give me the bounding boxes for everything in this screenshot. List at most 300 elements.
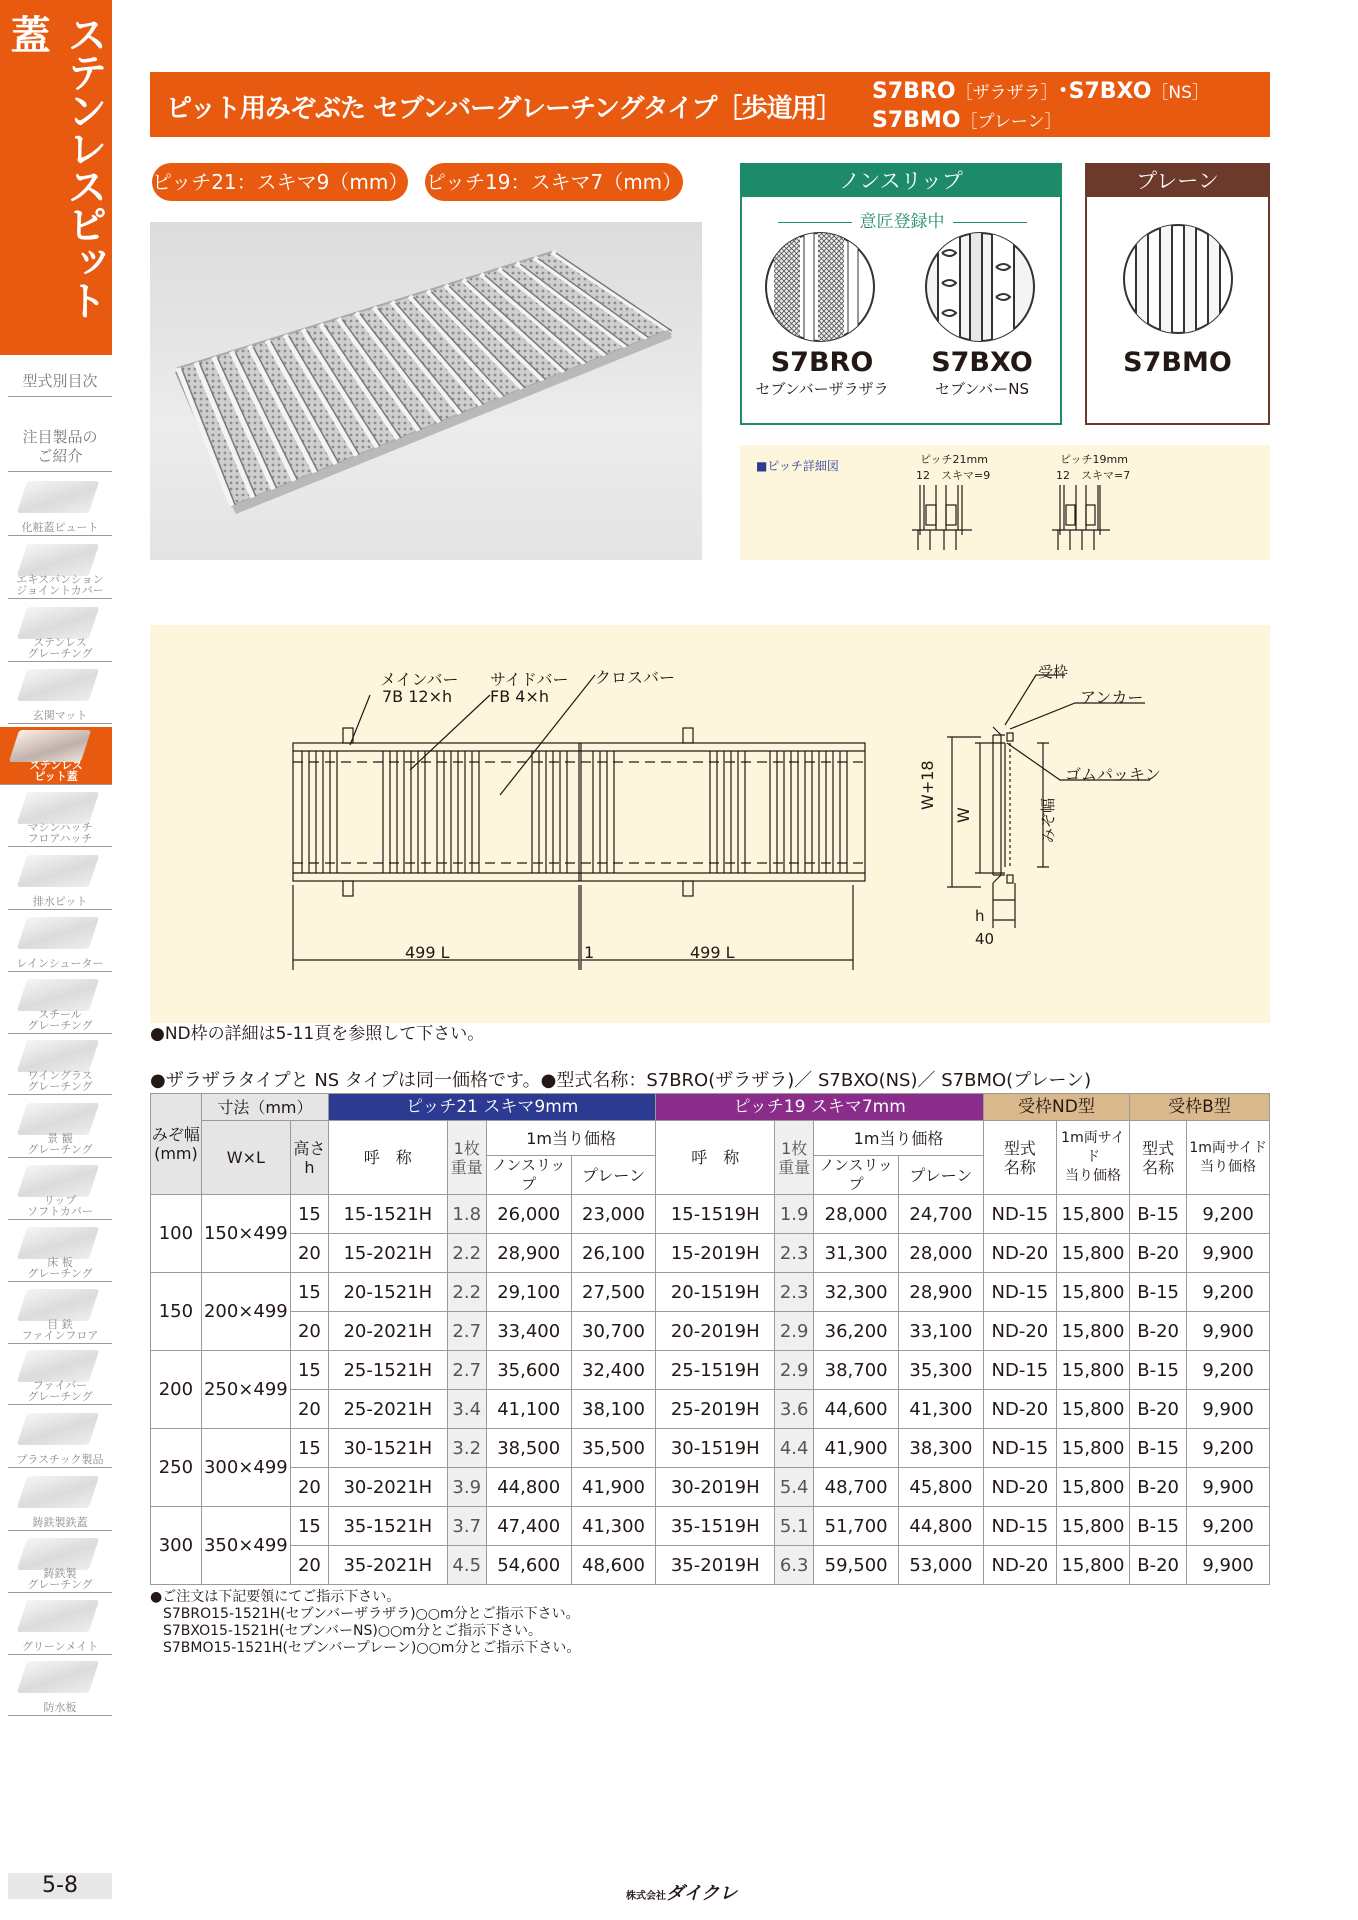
th-plain-21: プレーン [571,1156,656,1195]
th-pitch19: ピッチ19 スキマ7mm [656,1094,983,1121]
cell-n21: 25-2021H [328,1390,447,1429]
cell-ndp: 15,800 [1056,1351,1129,1390]
cell-pl19: 38,300 [899,1429,984,1468]
cell-nd: ND-15 [983,1351,1056,1390]
sidebar-item-thumbnail [17,1476,99,1508]
sidebar-item-label: スチール グレーチング [27,1008,93,1032]
cell-ns21: 29,100 [486,1273,571,1312]
cell-b: B-15 [1130,1429,1187,1468]
cell-n21: 30-1521H [328,1429,447,1468]
footnote-line: S7BMO15-1521H(セブンバープレーン)○○m分とご指示下さい。 [163,1640,581,1656]
cell-w19: 2.3 [775,1273,814,1312]
cell-ns19: 44,600 [814,1390,899,1429]
cell-n19: 20-1519H [656,1273,775,1312]
sidebar-item-label: プラスチック製品 [16,1453,104,1466]
cell-ndp: 15,800 [1056,1546,1129,1585]
pitch21-detail-dims: 12 スキマ=9 [916,469,991,482]
plain-panel [1085,163,1270,425]
swatch-ns-icon [924,231,1036,343]
cell-h: 20 [290,1468,328,1507]
model-s7bmo-note: ［プレーン］ [960,112,1062,132]
design-registration [767,207,1037,232]
sidebar-item-thumbnail [17,1103,99,1135]
sidebar-item[interactable] [8,604,112,662]
model-s7bro: S7BRO [872,79,956,104]
model-separator: ･ [1057,79,1069,104]
cell-h: 20 [290,1390,328,1429]
cell-ndp: 15,800 [1056,1273,1129,1312]
cell-ns21: 47,400 [486,1507,571,1546]
sidebar-item[interactable] [8,541,112,599]
cell-groove-width: 300 [151,1507,202,1585]
cell-ndp: 15,800 [1056,1429,1129,1468]
cell-bp: 9,900 [1187,1234,1270,1273]
cell-w21: 2.2 [447,1234,486,1273]
dim-40: 40 [975,930,995,948]
sidebar-item[interactable] [8,976,112,1034]
model-s7bxo-note: ［NS］ [1151,83,1209,103]
nonslip-header: ノンスリップ [742,165,1060,197]
label-side-bar-spec: FB 4×h [490,687,549,706]
cell-pl21: 35,500 [571,1429,656,1468]
th-wl: W×L [201,1121,290,1195]
dim-h: h [975,907,985,925]
cell-bp: 9,200 [1187,1507,1270,1546]
dim-l1: 499 L [405,943,450,962]
sidebar-item[interactable] [8,1597,112,1655]
cell-ns21: 54,600 [486,1546,571,1585]
cell-h: 20 [290,1234,328,1273]
th-nd-price: 1m両サイド 当り価格 [1056,1121,1129,1195]
cell-w19: 5.1 [775,1507,814,1546]
cell-h: 20 [290,1546,328,1585]
cell-n21: 25-1521H [328,1351,447,1390]
label-gasket: ゴムパッキン [1065,765,1161,784]
cell-pl21: 38,100 [571,1390,656,1429]
sidebar-item-thumbnail [17,1289,99,1321]
cell-nd: ND-20 [983,1468,1056,1507]
cell-ns19: 48,700 [814,1468,899,1507]
cell-pl19: 45,800 [899,1468,984,1507]
cell-b: B-20 [1130,1546,1187,1585]
swatch-plain-icon [1122,223,1234,335]
sidebar-item[interactable] [8,478,112,536]
cell-ns21: 26,000 [486,1195,571,1234]
cell-nd: ND-20 [983,1234,1056,1273]
order-footnote [150,1589,580,1657]
price-note: ●ザラザラタイプと NS タイプは同一価格です。●型式名称：S7BRO(ザラザラ)／ S7BXO(NS)／ S7BMO(プレーン) [150,1070,1092,1091]
sidebar-item-label: 床 板 グレーチング [27,1256,93,1280]
cell-ns19: 36,200 [814,1312,899,1351]
pitch19-pill: ピッチ19：スキマ7（mm） [425,163,683,201]
cell-wl: 250×499 [201,1351,290,1429]
brand-logo [626,1879,737,1905]
cell-ns19: 38,700 [814,1351,899,1390]
cell-wl: 150×499 [201,1195,290,1273]
cell-pl19: 41,300 [899,1390,984,1429]
pitch-detail-panel [740,445,1270,560]
dim-w-plus-18: W+18 [918,760,937,810]
cell-groove-width: 150 [151,1273,202,1351]
cell-ns21: 41,100 [486,1390,571,1429]
dim-l2: 499 L [690,943,735,962]
cell-pl19: 44,800 [899,1507,984,1546]
cell-ndp: 15,800 [1056,1468,1129,1507]
cell-bp: 9,200 [1187,1273,1270,1312]
th-plain-19: プレーン [899,1156,984,1195]
cell-h: 15 [290,1429,328,1468]
cell-w21: 3.7 [447,1507,486,1546]
sidebar-item-thumbnail [17,979,99,1011]
cell-nd: ND-20 [983,1312,1056,1351]
cell-w19: 1.9 [775,1195,814,1234]
cell-nd: ND-20 [983,1390,1056,1429]
cell-bp: 9,900 [1187,1312,1270,1351]
sidebar-item-thumbnail [17,1165,99,1197]
cell-h: 15 [290,1351,328,1390]
design-registration-text: 意匠登録中 [859,212,945,232]
header-models [872,78,1209,136]
cell-n19: 25-1519H [656,1351,775,1390]
footnote-line: S7BXO15-1521H(セブンバーNS)○○m分とご指示下さい。 [163,1623,542,1639]
table-row [151,1468,1270,1507]
cell-n19: 35-2019H [656,1546,775,1585]
cell-w19: 4.4 [775,1429,814,1468]
cell-pl19: 28,900 [899,1273,984,1312]
cell-pl19: 24,700 [899,1195,984,1234]
table-row [151,1429,1270,1468]
th-name-19: 呼 称 [656,1121,775,1195]
cell-w21: 3.9 [447,1468,486,1507]
sidebar-item-label: レインシューター [16,957,104,970]
sidebar-item-label: 防水板 [43,1701,77,1714]
cell-n19: 20-2019H [656,1312,775,1351]
th-height: 高さ h [290,1121,328,1195]
sidebar-item[interactable] [8,666,112,724]
cell-wl: 350×499 [201,1507,290,1585]
cell-groove-width: 100 [151,1195,202,1273]
th-price-19: 1m当り価格 [814,1121,984,1156]
cell-w19: 5.4 [775,1468,814,1507]
cell-bp: 9,200 [1187,1429,1270,1468]
cell-n19: 15-2019H [656,1234,775,1273]
pitch19-detail-title: ピッチ19mm [1060,453,1128,466]
cell-bp: 9,900 [1187,1390,1270,1429]
cell-pl19: 53,000 [899,1546,984,1585]
label-side-bar: サイドバー [490,670,569,689]
table-row [151,1273,1270,1312]
th-frame-b: 受枠B型 [1130,1094,1270,1121]
cell-b: B-15 [1130,1195,1187,1234]
sidebar-item-label: ファイバー グレーチング [27,1379,93,1403]
sidebar [0,0,112,1920]
cell-b: B-15 [1130,1351,1187,1390]
cell-h: 20 [290,1312,328,1351]
cell-b: B-15 [1130,1507,1187,1546]
cell-bp: 9,900 [1187,1546,1270,1585]
cell-ndp: 15,800 [1056,1507,1129,1546]
sidebar-item-thumbnail [17,792,99,824]
sidebar-item[interactable] [8,852,112,910]
cell-ns19: 59,500 [814,1546,899,1585]
pitch21-detail-title: ピッチ21mm [920,453,988,466]
cell-ns19: 32,300 [814,1273,899,1312]
cell-n21: 35-1521H [328,1507,447,1546]
th-price-21: 1m当り価格 [486,1121,656,1156]
sidebar-item-thumbnail [17,1413,99,1445]
cell-ns21: 44,800 [486,1468,571,1507]
sidebar-item-thumbnail [17,544,99,576]
sidebar-item-thumbnail [17,917,99,949]
th-name-21: 呼 称 [328,1121,447,1195]
th-weight-21: 1枚 重量 [447,1121,486,1195]
sidebar-title: ステンレスピット蓋 [0,0,112,355]
pitch-detail-drawing [740,445,1270,560]
table-row [151,1234,1270,1273]
sidebar-item-label: 排水ピット [32,895,88,908]
cell-h: 15 [290,1195,328,1234]
table-row [151,1546,1270,1585]
swatch-sub-s7bro: セブンバーザラザラ [755,380,889,398]
cell-nd: ND-15 [983,1429,1056,1468]
th-nonslip-19: ノンスリップ [814,1156,899,1195]
cell-h: 15 [290,1273,328,1312]
sidebar-item-label: マシンハッチ フロアハッチ [27,821,93,845]
cell-groove-width: 250 [151,1429,202,1507]
swatch-sub-s7bxo: セブンバーNS [934,380,1030,398]
sidebar-item[interactable] [8,1347,112,1405]
cell-n21: 15-1521H [328,1195,447,1234]
cell-w21: 2.7 [447,1351,486,1390]
cell-bp: 9,200 [1187,1351,1270,1390]
grating-illustration [150,222,702,560]
cell-ndp: 15,800 [1056,1312,1129,1351]
nd-frame-note: ●ND枠の詳細は5-11頁を参照して下さい。 [150,1024,485,1044]
sidebar-item[interactable] [8,1535,112,1593]
footnote-line: ●ご注文は下記要領にてご指示下さい。 [150,1589,401,1605]
swatch-zarazara-icon [764,231,876,343]
cell-pl19: 35,300 [899,1351,984,1390]
cell-w19: 2.9 [775,1351,814,1390]
cell-w21: 2.7 [447,1312,486,1351]
brand-name: ダイクレ [666,1883,738,1904]
sidebar-item-label: グリーンメイト [21,1640,99,1653]
cell-ns21: 33,400 [486,1312,571,1351]
cell-w19: 2.3 [775,1234,814,1273]
page-title: ピット用みぞぶた セブンバーグレーチングタイプ［歩道用］ [166,94,842,124]
table-row [151,1312,1270,1351]
cell-b: B-15 [1130,1273,1187,1312]
dim-w: W [954,807,973,823]
sidebar-item-thumbnail [17,607,99,639]
pitch-detail-label: ■ピッチ詳細図 [756,459,839,473]
cell-ns19: 51,700 [814,1507,899,1546]
sidebar-item[interactable] [8,1286,112,1344]
sidebar-item[interactable] [8,1410,112,1468]
cell-pl19: 28,000 [899,1234,984,1273]
cell-nd: ND-20 [983,1546,1056,1585]
th-b-price: 1m両サイド 当り価格 [1187,1121,1270,1195]
cell-pl21: 23,000 [571,1195,656,1234]
cell-nd: ND-15 [983,1195,1056,1234]
cell-pl21: 32,400 [571,1351,656,1390]
label-anchor: アンカー [1080,688,1144,707]
swatch-code-s7bxo: S7BXO [931,347,1033,378]
sidebar-item-label: 玄関マット [32,709,88,722]
model-s7bro-note: ［ザラザラ］ [955,83,1058,103]
cell-ndp: 15,800 [1056,1234,1129,1273]
th-dims: 寸法（mm） [201,1094,328,1121]
sidebar-item-label: エキスパンション ジョイントカバー [16,573,104,597]
price-table [150,1093,1270,1585]
brand-prefix: 株式会社 [626,1891,666,1902]
cell-n21: 30-2021H [328,1468,447,1507]
sidebar-link-model-index[interactable]: 型式別目次 [8,372,112,397]
label-cross-bar: クロスバー [595,668,676,687]
sidebar-item[interactable] [8,789,112,847]
table-row [151,1195,1270,1234]
th-nd-model: 型式 名称 [983,1121,1056,1195]
cell-nd: ND-15 [983,1273,1056,1312]
pitch21-pill: ピッチ21：スキマ9（mm） [152,163,408,201]
cell-ns19: 28,000 [814,1195,899,1234]
sidebar-item[interactable] [8,1224,112,1282]
sidebar-item-thumbnail [17,1350,99,1382]
sidebar-item-label: ステンレス ピット蓋 [29,759,83,783]
sidebar-item-thumbnail [17,1661,99,1693]
sidebar-item-label: 鋳鉄製 グレーチング [27,1567,93,1591]
cell-pl21: 26,100 [571,1234,656,1273]
cell-w21: 4.5 [447,1546,486,1585]
cell-pl21: 41,300 [571,1507,656,1546]
cell-n21: 20-1521H [328,1273,447,1312]
cell-wl: 200×499 [201,1273,290,1351]
cell-ns21: 28,900 [486,1234,571,1273]
cell-bp: 9,900 [1187,1468,1270,1507]
cell-bp: 9,200 [1187,1195,1270,1234]
cell-ns19: 31,300 [814,1234,899,1273]
plain-header: プレーン [1087,165,1268,197]
footnote-line: S7BRO15-1521H(セブンバーザラザラ)○○m分とご指示下さい。 [163,1606,580,1622]
cell-nd: ND-15 [983,1507,1056,1546]
cell-wl: 300×499 [201,1429,290,1507]
sidebar-item-label: 景 観 グレーチング [27,1132,93,1156]
product-photo [150,222,702,560]
cell-pl21: 30,700 [571,1312,656,1351]
cell-pl21: 27,500 [571,1273,656,1312]
cell-b: B-20 [1130,1234,1187,1273]
table-row [151,1507,1270,1546]
cell-n19: 15-1519H [656,1195,775,1234]
header-band [150,72,1270,137]
table-row [151,1351,1270,1390]
sidebar-item[interactable] [8,1473,112,1531]
cell-n19: 30-1519H [656,1429,775,1468]
table-row [151,1390,1270,1429]
sidebar-item[interactable] [8,914,112,972]
model-s7bxo: S7BXO [1068,79,1152,104]
model-s7bmo: S7BMO [872,108,961,133]
label-main-bar-spec: 7B 12×h [382,687,453,706]
swatch-code-s7bmo: S7BMO [1123,347,1232,378]
cell-n21: 20-2021H [328,1312,447,1351]
cell-pl19: 33,100 [899,1312,984,1351]
label-main-bar: メインバー [380,670,459,689]
sidebar-item-thumbnail [9,730,91,762]
cell-w19: 2.9 [775,1312,814,1351]
cell-pl21: 48,600 [571,1546,656,1585]
th-nonslip-21: ノンスリップ [486,1156,571,1195]
pitch19-detail-dims: 12 スキマ=7 [1056,469,1131,482]
cell-pl21: 41,900 [571,1468,656,1507]
sidebar-item-label: 鋳鉄製鉄蓋 [32,1516,88,1529]
sidebar-item[interactable] [8,1658,112,1716]
sidebar-item[interactable] [8,1162,112,1220]
nonslip-panel [740,163,1062,425]
sidebar-item-label: リップ ソフトカバー [27,1194,93,1218]
cell-w21: 1.8 [447,1195,486,1234]
dim-gap: 1 [584,943,595,962]
technical-drawing [150,625,1270,1023]
sidebar-item[interactable] [8,1037,112,1095]
sidebar-item-thumbnail [17,1600,99,1632]
sidebar-item-label: ステンレス グレーチング [27,636,93,660]
th-b-model: 型式 名称 [1130,1121,1187,1195]
th-pitch21: ピッチ21 スキマ9mm [328,1094,655,1121]
cell-n19: 30-2019H [656,1468,775,1507]
cell-ns21: 38,500 [486,1429,571,1468]
cell-ndp: 15,800 [1056,1390,1129,1429]
cell-ndp: 15,800 [1056,1195,1129,1234]
th-frame-nd: 受枠ND型 [983,1094,1129,1121]
sidebar-item[interactable] [8,1100,112,1158]
th-groove-width: みぞ幅(mm) [151,1094,202,1195]
sidebar-item-label: 化粧蓋ピュート [21,521,99,534]
cell-b: B-20 [1130,1468,1187,1507]
sidebar-item-thumbnail [17,1538,99,1570]
sidebar-item-thumbnail [17,855,99,887]
sidebar-item-thumbnail [17,1227,99,1259]
sidebar-item-label: ワイングラス グレーチング [27,1069,93,1093]
swatch-code-s7bro: S7BRO [770,347,874,378]
cell-n19: 35-1519H [656,1507,775,1546]
cell-w19: 6.3 [775,1546,814,1585]
cell-w21: 3.2 [447,1429,486,1468]
dim-groove-width: みぞ幅 [1039,797,1057,843]
cell-w19: 3.6 [775,1390,814,1429]
cell-n19: 25-2019H [656,1390,775,1429]
cell-w21: 3.4 [447,1390,486,1429]
cell-b: B-20 [1130,1312,1187,1351]
sidebar-item-thumbnail [17,481,99,513]
page-number: 5-8 [8,1873,112,1899]
sidebar-item[interactable] [0,727,112,785]
cell-h: 15 [290,1507,328,1546]
th-weight-19: 1枚 重量 [775,1121,814,1195]
cell-n21: 35-2021H [328,1546,447,1585]
sidebar-item-thumbnail [17,1040,99,1072]
cell-ns21: 35,600 [486,1351,571,1390]
sidebar-item-thumbnail [17,669,99,701]
sidebar-link-featured[interactable]: 注目製品の ご紹介 [8,428,112,472]
cell-b: B-20 [1130,1390,1187,1429]
sidebar-item-label: 目 鉄 ファインフロア [21,1318,99,1342]
cell-w21: 2.2 [447,1273,486,1312]
cell-n21: 15-2021H [328,1234,447,1273]
cell-groove-width: 200 [151,1351,202,1429]
label-frame: 受枠 [1038,663,1069,681]
cell-ns19: 41,900 [814,1429,899,1468]
